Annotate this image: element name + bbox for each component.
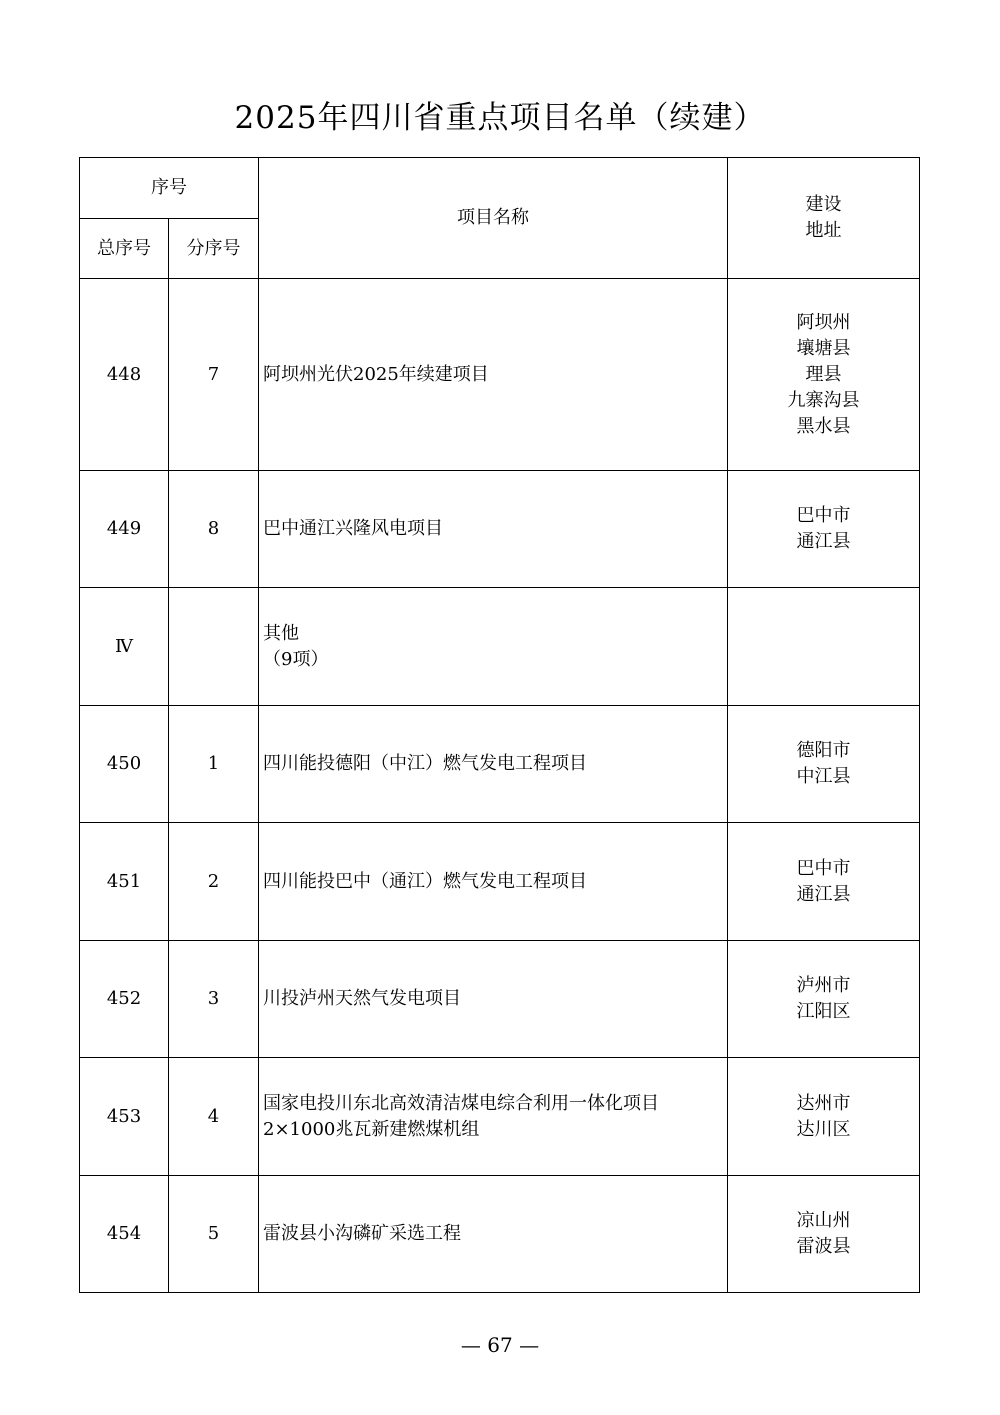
total-seq-cell: 452 <box>80 941 169 1058</box>
project-name-text: 雷波县小沟磷矿采选工程 <box>263 1223 461 1244</box>
location-line: 九寨沟县 <box>787 389 860 411</box>
header-total-seq: 总序号 <box>80 219 169 279</box>
total-seq-cell: 454 <box>80 1176 169 1293</box>
sub-seq-cell: 7 <box>169 279 259 471</box>
project-name-cell <box>259 279 728 471</box>
location-line: 达川区 <box>796 1118 851 1140</box>
project-name-text-line2: （9项） <box>263 648 329 670</box>
location-line: 黑水县 <box>796 415 851 437</box>
total-seq-cell: 453 <box>80 1058 169 1176</box>
sub-seq-cell: 1 <box>169 706 259 823</box>
project-name-text: 其他 <box>263 622 299 644</box>
sub-seq-cell <box>169 588 259 706</box>
project-table <box>79 157 920 1293</box>
location-cell <box>728 941 920 1058</box>
total-seq-cell: 448 <box>80 279 169 471</box>
location-line: 雷波县 <box>796 1236 851 1257</box>
header-project-name: 项目名称 <box>259 158 728 279</box>
location-line: 壤塘县 <box>796 337 851 359</box>
project-name-text: 阿坝州光伏2025年续建项目 <box>263 363 489 385</box>
sub-seq-cell: 2 <box>169 823 259 941</box>
location-cell <box>728 1176 920 1293</box>
project-name-text: 国家电投川东北高效清洁煤电综合利用一体化项目 <box>263 1092 659 1114</box>
location-line: 通江县 <box>796 883 851 905</box>
project-name-cell <box>259 471 728 588</box>
location-line: 巴中市 <box>796 505 851 526</box>
header-location-line1: 建设 <box>805 194 842 215</box>
sub-seq-cell: 4 <box>169 1058 259 1176</box>
project-name-text: 巴中通江兴隆风电项目 <box>263 518 443 539</box>
location-line: 泸州市 <box>796 975 851 996</box>
location-line: 通江县 <box>796 531 851 552</box>
project-name-cell <box>259 1058 728 1176</box>
location-line: 中江县 <box>796 766 851 787</box>
total-seq-cell: 451 <box>80 823 169 941</box>
page-number: — 67 — <box>460 1333 540 1357</box>
location-line: 凉山州 <box>796 1210 851 1231</box>
header-seq: 序号 <box>80 158 259 219</box>
location-cell <box>728 823 920 941</box>
sub-seq-cell: 8 <box>169 471 259 588</box>
project-name-cell <box>259 588 728 706</box>
location-line: 德阳市 <box>796 740 851 761</box>
total-seq-cell: 450 <box>80 706 169 823</box>
location-cell <box>728 279 920 471</box>
sub-seq-cell: 3 <box>169 941 259 1058</box>
sub-seq-cell: 5 <box>169 1176 259 1293</box>
table-row <box>80 471 920 588</box>
document-title: 2025年四川省重点项目名单（续建） <box>234 100 766 136</box>
location-line: 江阳区 <box>796 1001 851 1022</box>
table-row <box>80 279 920 471</box>
project-name-cell <box>259 706 728 823</box>
table-row <box>80 1176 920 1293</box>
location-line: 理县 <box>805 363 842 385</box>
table-row <box>80 706 920 823</box>
header-location-line2: 地址 <box>805 220 842 241</box>
project-name-cell <box>259 941 728 1058</box>
location-cell <box>728 471 920 588</box>
location-line: 阿坝州 <box>796 311 851 333</box>
location-cell <box>728 706 920 823</box>
total-seq-cell: 449 <box>80 471 169 588</box>
table-row <box>80 823 920 941</box>
total-seq-cell: Ⅳ <box>80 588 169 706</box>
location-cell <box>728 588 920 706</box>
header-location <box>728 158 920 279</box>
table-row <box>80 941 920 1058</box>
header-sub-seq: 分序号 <box>169 219 259 279</box>
project-name-cell <box>259 823 728 941</box>
table-row <box>80 1058 920 1176</box>
project-name-text-line2: 2×1000兆瓦新建燃煤机组 <box>263 1118 480 1140</box>
location-line: 达州市 <box>796 1092 851 1114</box>
project-name-cell <box>259 1176 728 1293</box>
project-name-text: 四川能投巴中（通江）燃气发电工程项目 <box>263 870 587 892</box>
project-name-text: 四川能投德阳（中江）燃气发电工程项目 <box>263 753 587 774</box>
location-cell <box>728 1058 920 1176</box>
project-name-text: 川投泸州天然气发电项目 <box>263 988 461 1009</box>
table-row <box>80 588 920 706</box>
location-line: 巴中市 <box>796 857 851 879</box>
